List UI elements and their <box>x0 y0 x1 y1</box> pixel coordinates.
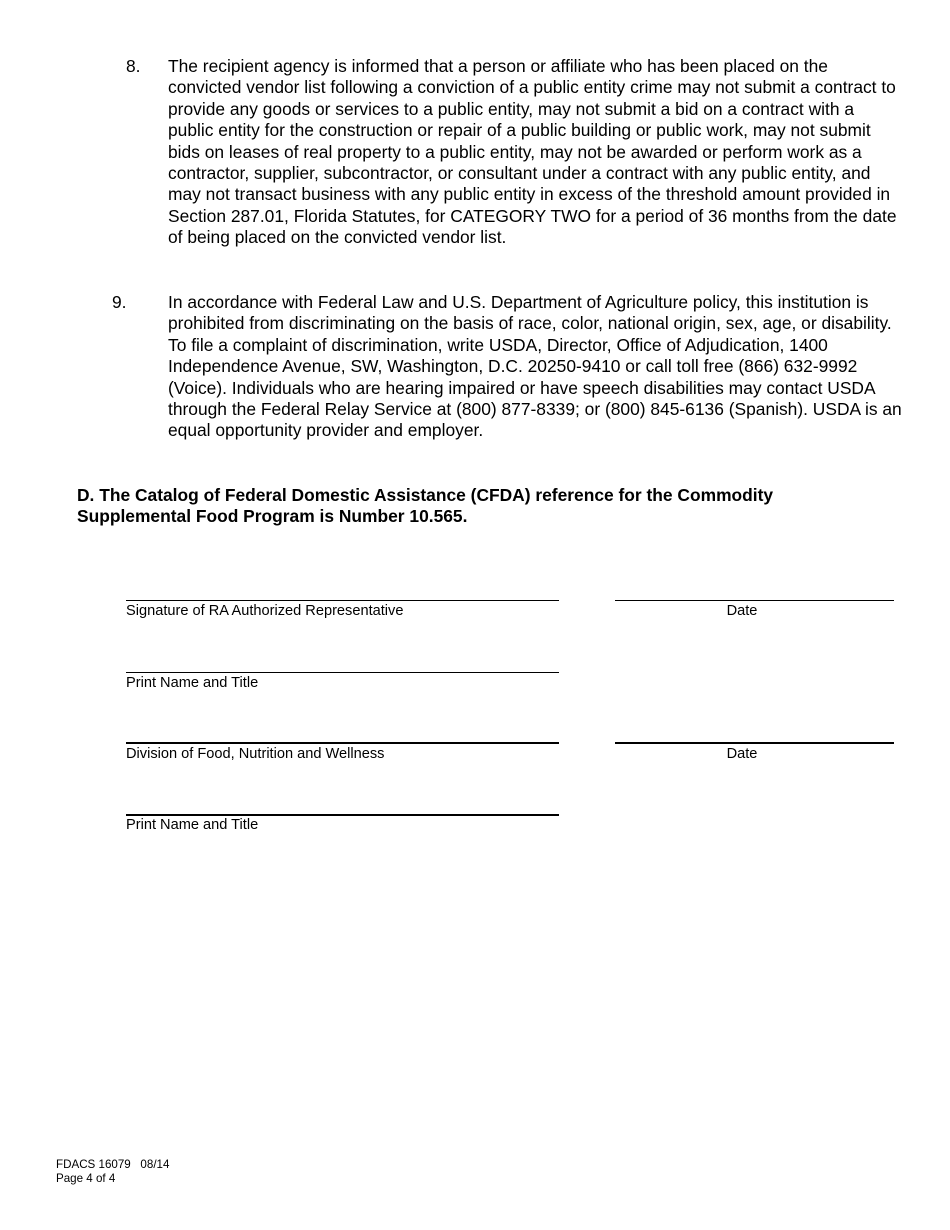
numbered-item-9 <box>0 292 950 452</box>
page-number: Page 4 of 4 <box>56 1172 116 1185</box>
division-date-label: Date <box>726 746 758 762</box>
ra-print-name-label: Print Name and Title <box>126 675 259 691</box>
item-number: 8. <box>126 56 141 76</box>
ra-print-name-line[interactable] <box>126 672 559 673</box>
division-date-line[interactable] <box>615 742 894 744</box>
page-footer <box>56 1158 169 1186</box>
division-signature-label: Division of Food, Nutrition and Wellness <box>126 746 385 762</box>
ra-date-label: Date <box>726 603 758 619</box>
form-id: FDACS 16079 08/14 <box>56 1158 170 1171</box>
numbered-item-8 <box>0 56 950 276</box>
item-text: The recipient agency is informed that a person or affiliate who has been placed on the convicted vendor list following a conviction of a public entity crime may not submit a contract to provide any goods or services to a public entity, may not submit a bid on a contract with a public entity for the construction or repair of a public building or public work, may not submit bids on leases of real property to a public entity, may not be awarded or perform work as a contractor, supplier, subcontractor, or consultant under a contract with any public entity, and may not transact business with any public entity in excess of the threshold amount provided in Section 287.01, Florida Statutes, for CATEGORY TWO for a period of 36 months from the date of being placed on the convicted vendor list. <box>168 56 897 248</box>
ra-date-line[interactable] <box>615 600 894 601</box>
ra-signature-label: Signature of RA Authorized Representative <box>126 603 404 619</box>
section-d-cfda-heading: D. The Catalog of Federal Domestic Assistance (CFDA) reference for the Commodity Supplemental Food Program is Number 10.565. <box>77 485 774 527</box>
division-print-name-label: Print Name and Title <box>126 817 259 833</box>
division-signature-line[interactable] <box>126 742 559 744</box>
item-number: 9. <box>112 292 127 312</box>
ra-signature-line[interactable] <box>126 600 559 601</box>
item-text: In accordance with Federal Law and U.S. Department of Agriculture policy, this institution is prohibited from discriminating on the basis of race, color, national origin, sex, age, or disability. To file a complaint of discrimination, write USDA, Director, Office of Adjudication, 1400 Independence Avenue, SW, Washington, D.C. 20250-9410 or call toll free (866) 632-9992 (Voice). Individuals who are hearing impaired or have speech disabilities may contact USDA through the Federal Relay Service at (800) 877-8339; or (800) 845-6136 (Spanish). USDA is an equal opportunity provider and employer. <box>168 292 902 441</box>
